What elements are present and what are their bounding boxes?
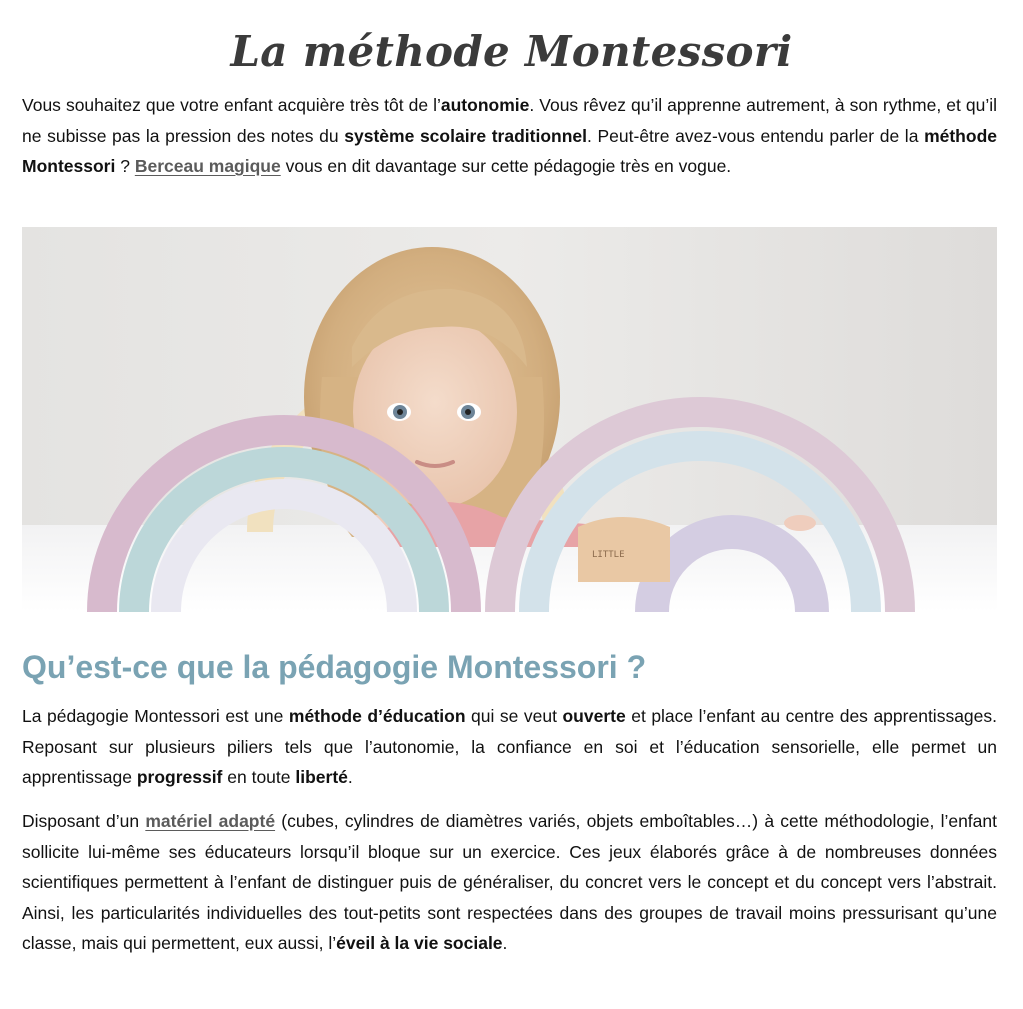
page-title: La méthode Montessori	[230, 27, 793, 76]
body-text: qui se veut	[465, 706, 563, 726]
body-text: (cubes, cylindres de diamètres variés, objets emboîtables…) à cette méthodologie, l’enfant sollicite lui-même ses éducateurs lorsqu’il bloque sur un exercice. Ces jeux élaborés grâce à de nombreuses données scientifiques permettent à l’enfant de distinguer puis de généraliser, du concret vers le concept et du concept vers l’abstrait. Ainsi, les particularités individuelles des tout-petits sont respectées dans des groupes de travail moins pressurisant qu’une classe, mais qui permettent, eux aussi, l’	[22, 811, 998, 953]
toy-brand-label: LITTLE	[592, 550, 625, 560]
emphasis-text: ouverte	[562, 706, 626, 726]
hero-image	[22, 227, 997, 612]
child-rainbow-stacker-photo-icon	[22, 227, 997, 612]
emphasis-text: méthode d’éducation	[288, 706, 466, 726]
body-text: .	[502, 933, 508, 953]
emphasis-text: éveil à la vie sociale	[336, 933, 503, 953]
inline-link[interactable]: Berceau magique	[134, 156, 281, 176]
emphasis-text: progressif	[136, 767, 223, 787]
body-paragraph-1	[22, 701, 997, 793]
body-text: vous en dit davantage sur cette pédagogie très en vogue.	[280, 156, 732, 176]
body-text: Vous souhaitez que votre enfant acquière très tôt de l’	[22, 95, 441, 115]
emphasis-text: liberté	[295, 767, 348, 787]
intro-paragraph	[22, 90, 997, 182]
body-text: Disposant d’un	[22, 811, 146, 831]
emphasis-text: méthode Montessori	[22, 125, 997, 176]
body-text: . Peut-être avez-vous entendu parler de la	[587, 125, 925, 146]
inline-link[interactable]: matériel adapté	[145, 811, 276, 831]
body-paragraph-2	[22, 806, 997, 959]
emphasis-text: autonomie	[440, 95, 530, 115]
body-text: en toute	[222, 767, 296, 787]
body-text: .	[347, 767, 353, 787]
section-heading: Qu’est-ce que la pédagogie Montessori ?	[22, 649, 647, 685]
body-text: ?	[115, 156, 135, 176]
body-text: . Vous rêvez qu’il apprenne autrement, à son rythme, et qu’il ne subisse pas la pression des notes du	[22, 95, 997, 146]
emphasis-text: système scolaire traditionnel	[344, 125, 587, 146]
body-text: La pédagogie Montessori est une	[22, 706, 289, 726]
body-text: et place l’enfant au centre des apprentissages. Reposant sur plusieurs piliers tels que l’autonomie, la confiance en soi et l’éducation sensorielle, elle permet un apprentissage	[22, 706, 997, 787]
